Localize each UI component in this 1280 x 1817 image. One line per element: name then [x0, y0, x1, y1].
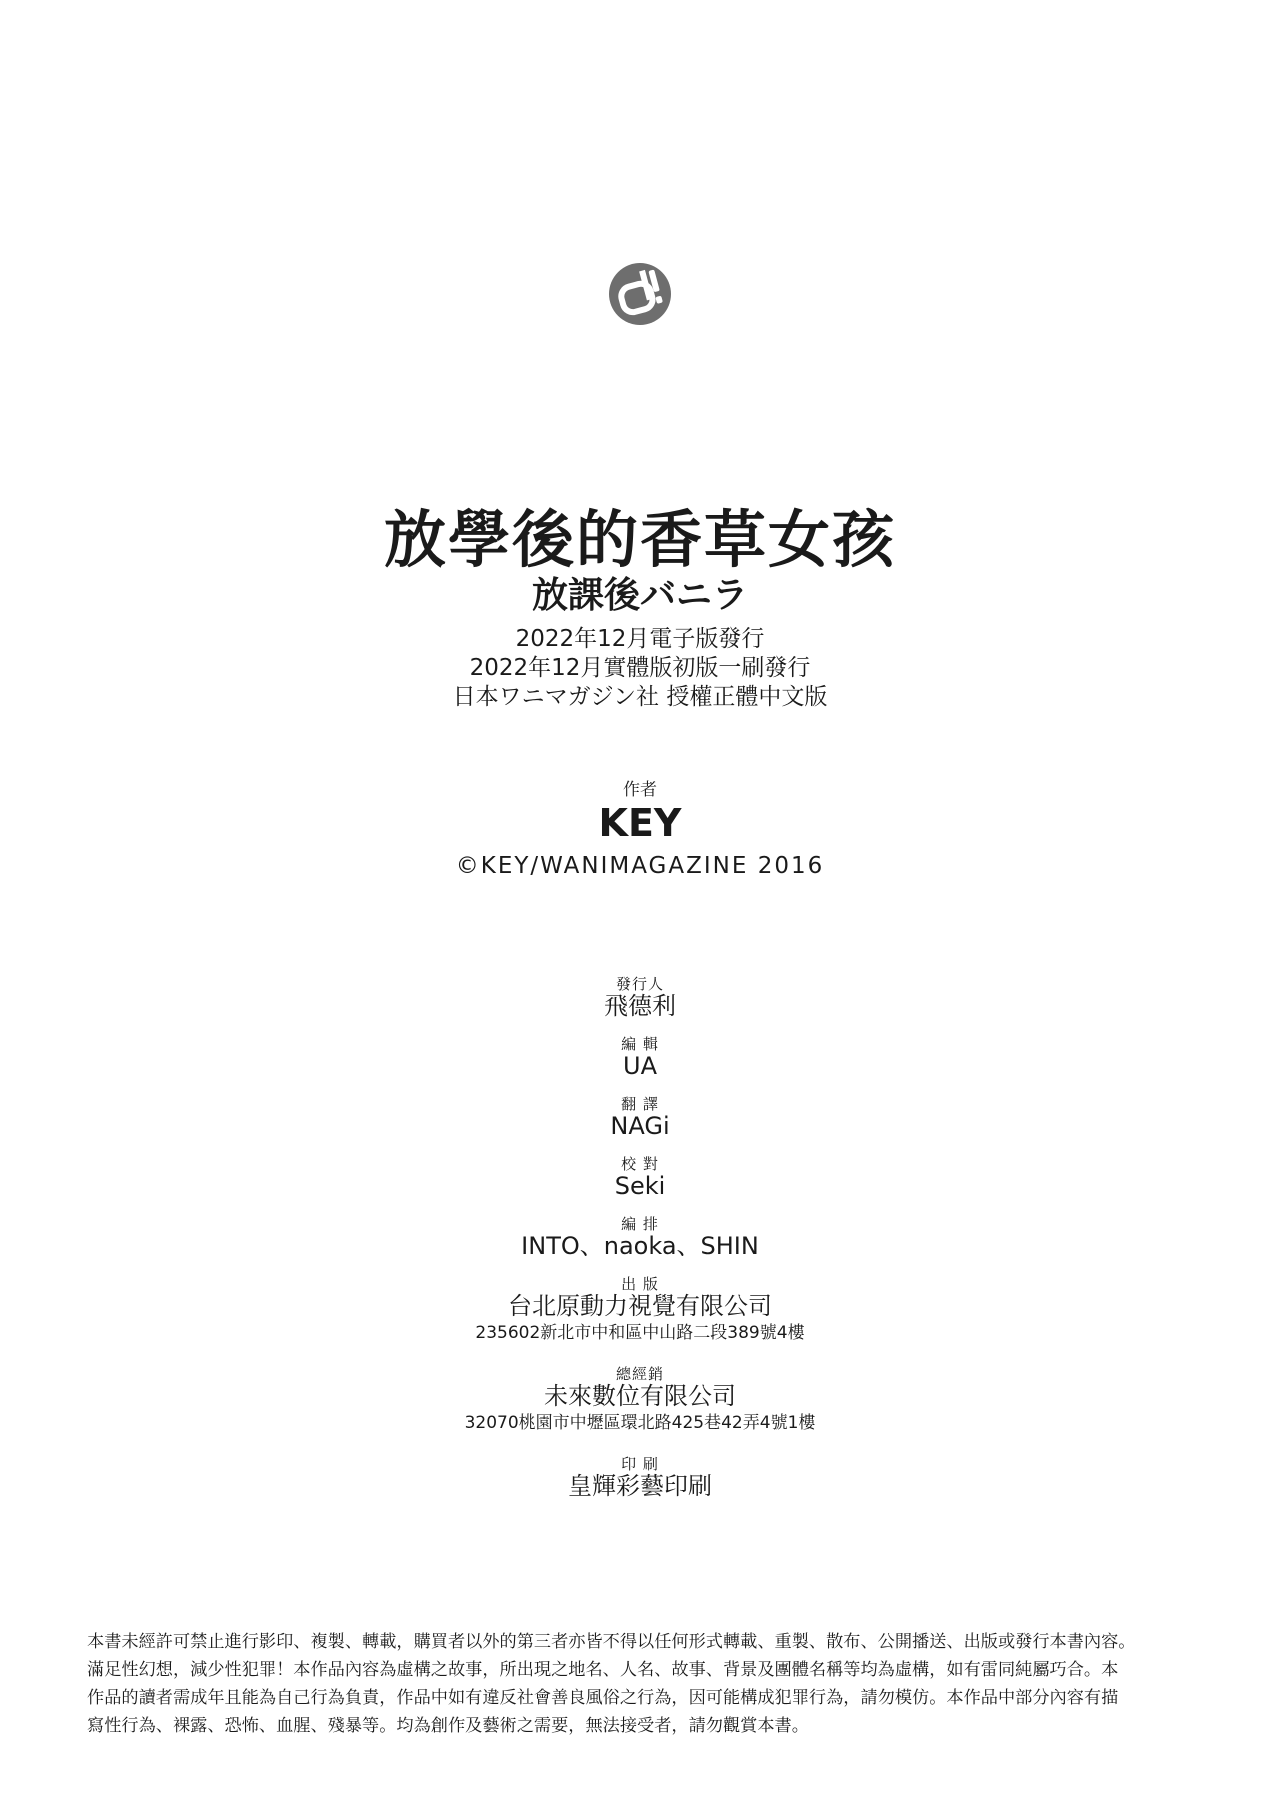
legal-line: 寫性行為、裸露、恐怖、血腥、殘暴等。均為創作及藝術之需要，無法接受者，請勿觀賞本書。	[87, 1716, 809, 1736]
legal-line: 滿足性幻想，減少性犯罪！本作品內容為虛構之故事，所出現之地名、人名、故事、背景及團體名稱等均為虛構，如有雷同純屬巧合。本	[87, 1660, 1119, 1680]
editor-value: UA	[623, 1052, 657, 1080]
translator-label: 翻 譯	[621, 1095, 659, 1113]
publisher-value: 台北原動力視覺有限公司	[508, 1292, 772, 1320]
distributor-address: 32070桃園市中壢區環北路425巷42弄4號1樓	[464, 1413, 816, 1433]
printer-value: 皇輝彩藝印刷	[568, 1472, 712, 1500]
proofreader-label: 校 對	[621, 1155, 659, 1173]
legal-line: 作品的讀者需成年且能為自己行為負責，作品中如有違反社會善良風俗之行為，因可能構成犯罪行為，請勿模仿。本作品中部分內容有描	[87, 1688, 1119, 1708]
publisher-label: 出 版	[621, 1275, 659, 1293]
book-title: 放學後的香草女孩	[383, 503, 896, 576]
author-label: 作者	[623, 780, 657, 800]
author-name: KEY	[598, 801, 682, 845]
publisher-logo-icon	[608, 262, 672, 326]
publisher-person-label: 發行人	[615, 975, 664, 993]
printer-label: 印 刷	[621, 1455, 659, 1473]
book-original-title: 放課後バニラ	[531, 575, 748, 616]
publication-line: 2022年12月實體版初版一刷發行	[469, 655, 811, 681]
distributor-label: 總經銷	[615, 1365, 664, 1383]
publication-line: 2022年12月電子版發行	[515, 626, 765, 652]
copyright-notice: ©KEY/WANIMAGAZINE 2016	[455, 853, 825, 879]
layout-label: 編 排	[621, 1215, 659, 1233]
proofreader-value: Seki	[614, 1172, 666, 1200]
layout-value: INTO、naoka、SHIN	[521, 1232, 759, 1260]
publisher-address: 235602新北市中和區中山路二段389號4樓	[475, 1323, 805, 1343]
legal-line: 本書未經許可禁止進行影印、複製、轉載，購買者以外的第三者亦皆不得以任何形式轉載、重製、散布、公開播送、出版或發行本書內容。	[87, 1632, 1136, 1652]
translator-value: NAGi	[610, 1112, 670, 1140]
legal-notice	[87, 1628, 1202, 1740]
distributor-value: 未來數位有限公司	[544, 1382, 736, 1410]
publication-line: 日本ワニマガジン社 授權正體中文版	[452, 684, 828, 710]
publisher-person-value: 飛德利	[604, 992, 676, 1020]
editor-label: 編 輯	[621, 1035, 659, 1053]
publication-info	[0, 625, 1280, 712]
